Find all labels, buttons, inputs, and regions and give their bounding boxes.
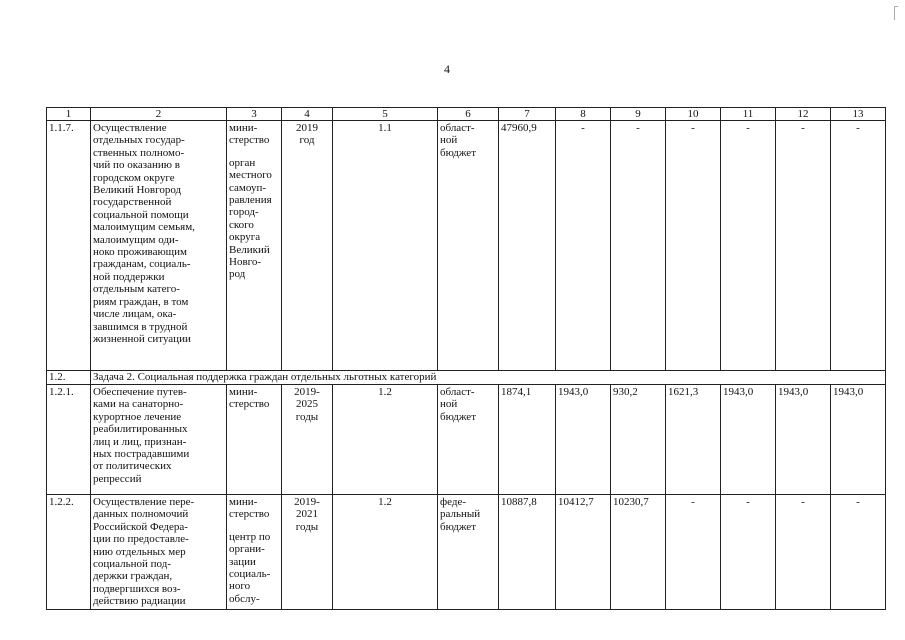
text-line: бюджет <box>440 146 476 159</box>
text-line: Новго- <box>229 256 262 269</box>
text-line: бюджет <box>440 410 476 423</box>
table-row <box>47 121 886 371</box>
header-cell: 5 <box>333 108 438 121</box>
header-cell: 11 <box>721 108 776 121</box>
text-line: феде- <box>440 496 467 508</box>
text-line: ноко проживающим <box>93 246 187 259</box>
text-line: ной <box>440 134 458 147</box>
text-line: числе лицам, ока- <box>93 308 177 321</box>
funding-source <box>438 385 499 495</box>
value-cell: 10412,7 <box>556 495 611 610</box>
term <box>282 385 333 495</box>
value-cell: 1943,0 <box>831 385 886 495</box>
value-cell: 1943,0 <box>721 385 776 495</box>
text-line: стерство <box>229 508 270 521</box>
text-line: год <box>299 134 315 147</box>
text-line: стерство <box>229 398 270 411</box>
value-cell: 1943,0 <box>776 385 831 495</box>
value-cell: - <box>831 495 886 610</box>
text-line: област- <box>440 386 475 398</box>
text-line: Великий <box>229 243 270 256</box>
funding-source <box>438 495 499 610</box>
text-line: государственной <box>93 196 172 209</box>
text-line: риям граждан, в том <box>93 295 189 308</box>
text-line: Великий Новгород <box>93 184 182 197</box>
value-cell: - <box>721 495 776 610</box>
text-line: жизненной ситуации <box>93 332 191 345</box>
value-cell: - <box>721 121 776 371</box>
activity-name <box>91 385 227 495</box>
text-line: ных пострадавшими <box>93 448 190 461</box>
text-line: обслу- <box>229 592 260 605</box>
corner-mark <box>894 6 898 22</box>
funding-source <box>438 121 499 371</box>
text-line: мини- <box>229 496 258 508</box>
text-line: действию радиации <box>93 595 186 608</box>
term <box>282 495 333 610</box>
text-line: област- <box>440 122 475 134</box>
text-line: данных полномочий <box>93 508 189 521</box>
text-line: подвергшихся воз- <box>93 582 181 595</box>
text-line: курортное лечение <box>93 410 182 423</box>
text-line: 2025 <box>296 398 318 411</box>
text-line: ции по предоставле- <box>93 533 189 546</box>
header-cell: 4 <box>282 108 333 121</box>
target-indicator: 1.1 <box>333 121 438 371</box>
text-line: малоимущим оди- <box>93 233 179 246</box>
text-line: завшимся в трудной <box>93 320 188 333</box>
text-line: отдельных государ- <box>93 134 185 147</box>
row-number: 1.2.2. <box>47 495 91 610</box>
header-cell: 9 <box>611 108 666 121</box>
text-line: 2019 <box>296 122 318 134</box>
value-cell: 1874,1 <box>499 385 556 495</box>
text-line: самоуп- <box>229 181 266 194</box>
value-cell: 10887,8 <box>499 495 556 610</box>
text-line: ственных полномо- <box>93 146 185 159</box>
header-cell: 10 <box>666 108 721 121</box>
row-number: 1.2.1. <box>47 385 91 495</box>
task-title: Задача 2. Социальная поддержка граждан отдельных льготных категорий <box>91 371 886 385</box>
text-line: репрессий <box>93 472 142 485</box>
text-line: Обеспечение путев- <box>93 386 187 398</box>
text-line: от политических <box>93 460 172 473</box>
text-line: лиц и лиц, признан- <box>93 435 187 448</box>
header-cell: 2 <box>91 108 227 121</box>
text-line: ной поддержки <box>93 270 165 283</box>
text-line: орган <box>229 156 256 169</box>
value-cell: 1943,0 <box>556 385 611 495</box>
text-line: округа <box>229 231 261 244</box>
text-line: социальной под- <box>93 558 171 571</box>
header-cell: 7 <box>499 108 556 121</box>
header-cell: 8 <box>556 108 611 121</box>
text-line: отдельным катего- <box>93 283 180 296</box>
value-cell: - <box>611 121 666 371</box>
value-cell: 930,2 <box>611 385 666 495</box>
value-cell: - <box>666 495 721 610</box>
program-table <box>46 107 886 610</box>
text-line: Российской Федера- <box>93 520 188 533</box>
value-cell: 47960,9 <box>499 121 556 371</box>
table-row <box>47 385 886 495</box>
text-line: ной <box>440 398 458 411</box>
text-line: город- <box>229 206 259 219</box>
value-cell: - <box>776 495 831 610</box>
text-line: городском округе <box>93 171 175 184</box>
text-line: мини- <box>229 386 258 398</box>
activity-name <box>91 495 227 610</box>
text-line: годы <box>295 520 319 533</box>
header-row <box>47 108 886 121</box>
text-line: органи- <box>229 543 265 556</box>
text-line: ного <box>229 580 251 593</box>
text-line: реабилитированных <box>93 423 188 436</box>
target-indicator: 1.2 <box>333 385 438 495</box>
header-cell: 12 <box>776 108 831 121</box>
text-line: ского <box>229 218 254 231</box>
text-line: держки граждан, <box>93 570 173 583</box>
text-line: годы <box>295 410 319 423</box>
table-row <box>47 495 886 610</box>
activity-name <box>91 121 227 371</box>
text-line: ками на санаторно- <box>93 398 184 411</box>
page-number: 4 <box>444 62 450 76</box>
text-line: социальной помощи <box>93 208 189 221</box>
header-cell: 6 <box>438 108 499 121</box>
executor <box>227 385 282 495</box>
executor <box>227 121 282 371</box>
value-cell: - <box>556 121 611 371</box>
text-line: ральный <box>440 508 481 521</box>
text-line: равления <box>229 194 272 207</box>
text-line: 2021 <box>296 508 318 521</box>
text-line: Осуществление пере- <box>93 496 195 508</box>
text-line: мини- <box>229 122 258 134</box>
term <box>282 121 333 371</box>
text-line: нию отдельных мер <box>93 545 186 558</box>
task-number: 1.2. <box>47 371 91 385</box>
text-line: бюджет <box>440 520 476 533</box>
task-row <box>47 371 886 385</box>
executor <box>227 495 282 610</box>
value-cell: - <box>831 121 886 371</box>
text-line: социаль- <box>229 568 271 581</box>
value-cell: 1621,3 <box>666 385 721 495</box>
text-line: местного <box>229 169 272 182</box>
text-line: зации <box>229 555 256 568</box>
text-line: 2019- <box>294 386 320 398</box>
target-indicator: 1.2 <box>333 495 438 610</box>
row-number: 1.1.7. <box>47 121 91 371</box>
text-line: гражданам, социаль- <box>93 258 191 271</box>
text-line: малоимущим семьям, <box>93 221 195 234</box>
header-cell: 3 <box>227 108 282 121</box>
value-cell: 10230,7 <box>611 495 666 610</box>
value-cell: - <box>776 121 831 371</box>
text-line: чий по оказанию в <box>93 159 180 172</box>
text-line: род <box>229 268 246 281</box>
text-line: центр по <box>229 530 271 543</box>
header-cell: 13 <box>831 108 886 121</box>
text-line: 2019- <box>294 496 320 508</box>
header-cell: 1 <box>47 108 91 121</box>
value-cell: - <box>666 121 721 371</box>
text-line: стерство <box>229 134 270 147</box>
text-line: Осуществление <box>93 122 167 134</box>
